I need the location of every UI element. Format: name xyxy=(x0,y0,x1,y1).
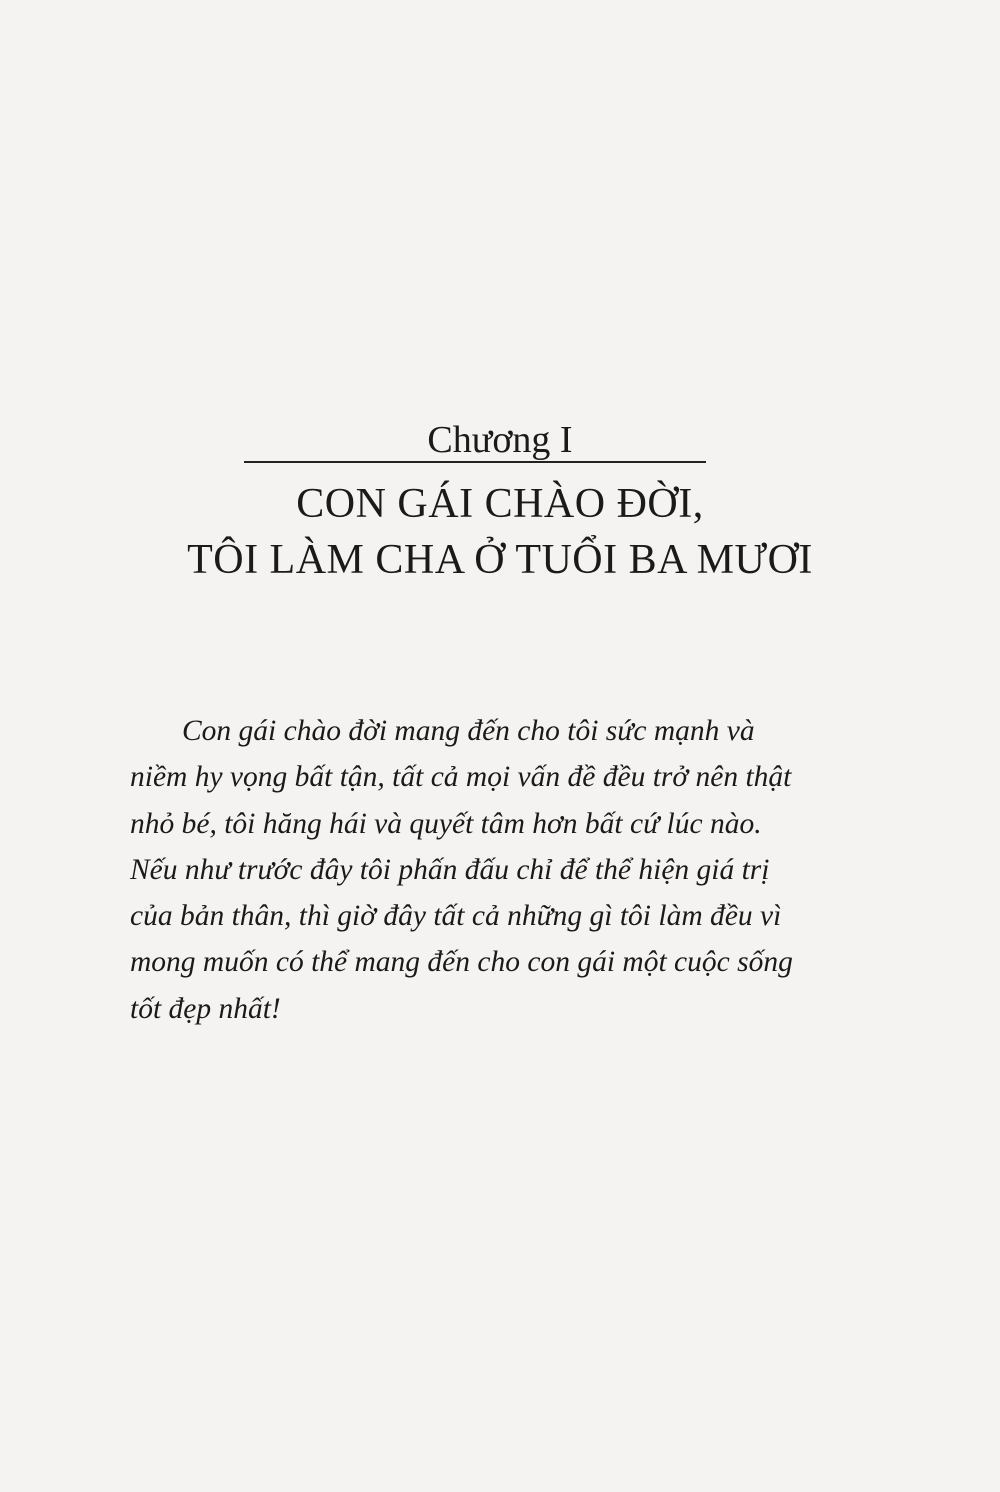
chapter-title xyxy=(0,476,1000,588)
epigraph-line: nhỏ bé, tôi hăng hái và quyết tâm hơn bất cứ lúc nào. xyxy=(130,807,762,840)
epigraph-line: tốt đẹp nhất! xyxy=(130,992,281,1025)
epigraph-line: mong muốn có thể mang đến cho con gái một cuộc sống xyxy=(130,946,793,979)
chapter-title-line: TÔI LÀM CHA Ở TUỔI BA MƯƠI xyxy=(187,537,813,583)
epigraph-line: của bản thân, thì giờ đây tất cả những gì tôi làm đều vì xyxy=(130,900,782,933)
epigraph-line: Con gái chào đời mang đến cho tôi sức mạnh và xyxy=(182,715,755,747)
chapter-divider xyxy=(244,461,706,463)
epigraph-paragraph xyxy=(130,708,830,1032)
chapter-title-line: CON GÁI CHÀO ĐỜI, xyxy=(296,481,704,527)
chapter-label: Chương I xyxy=(427,419,573,461)
epigraph-line: Nếu như trước đây tôi phấn đấu chỉ để thể hiện giá trị xyxy=(130,853,770,886)
epigraph-line: niềm hy vọng bất tận, tất cả mọi vấn đề đều trở nên thật xyxy=(130,761,792,794)
